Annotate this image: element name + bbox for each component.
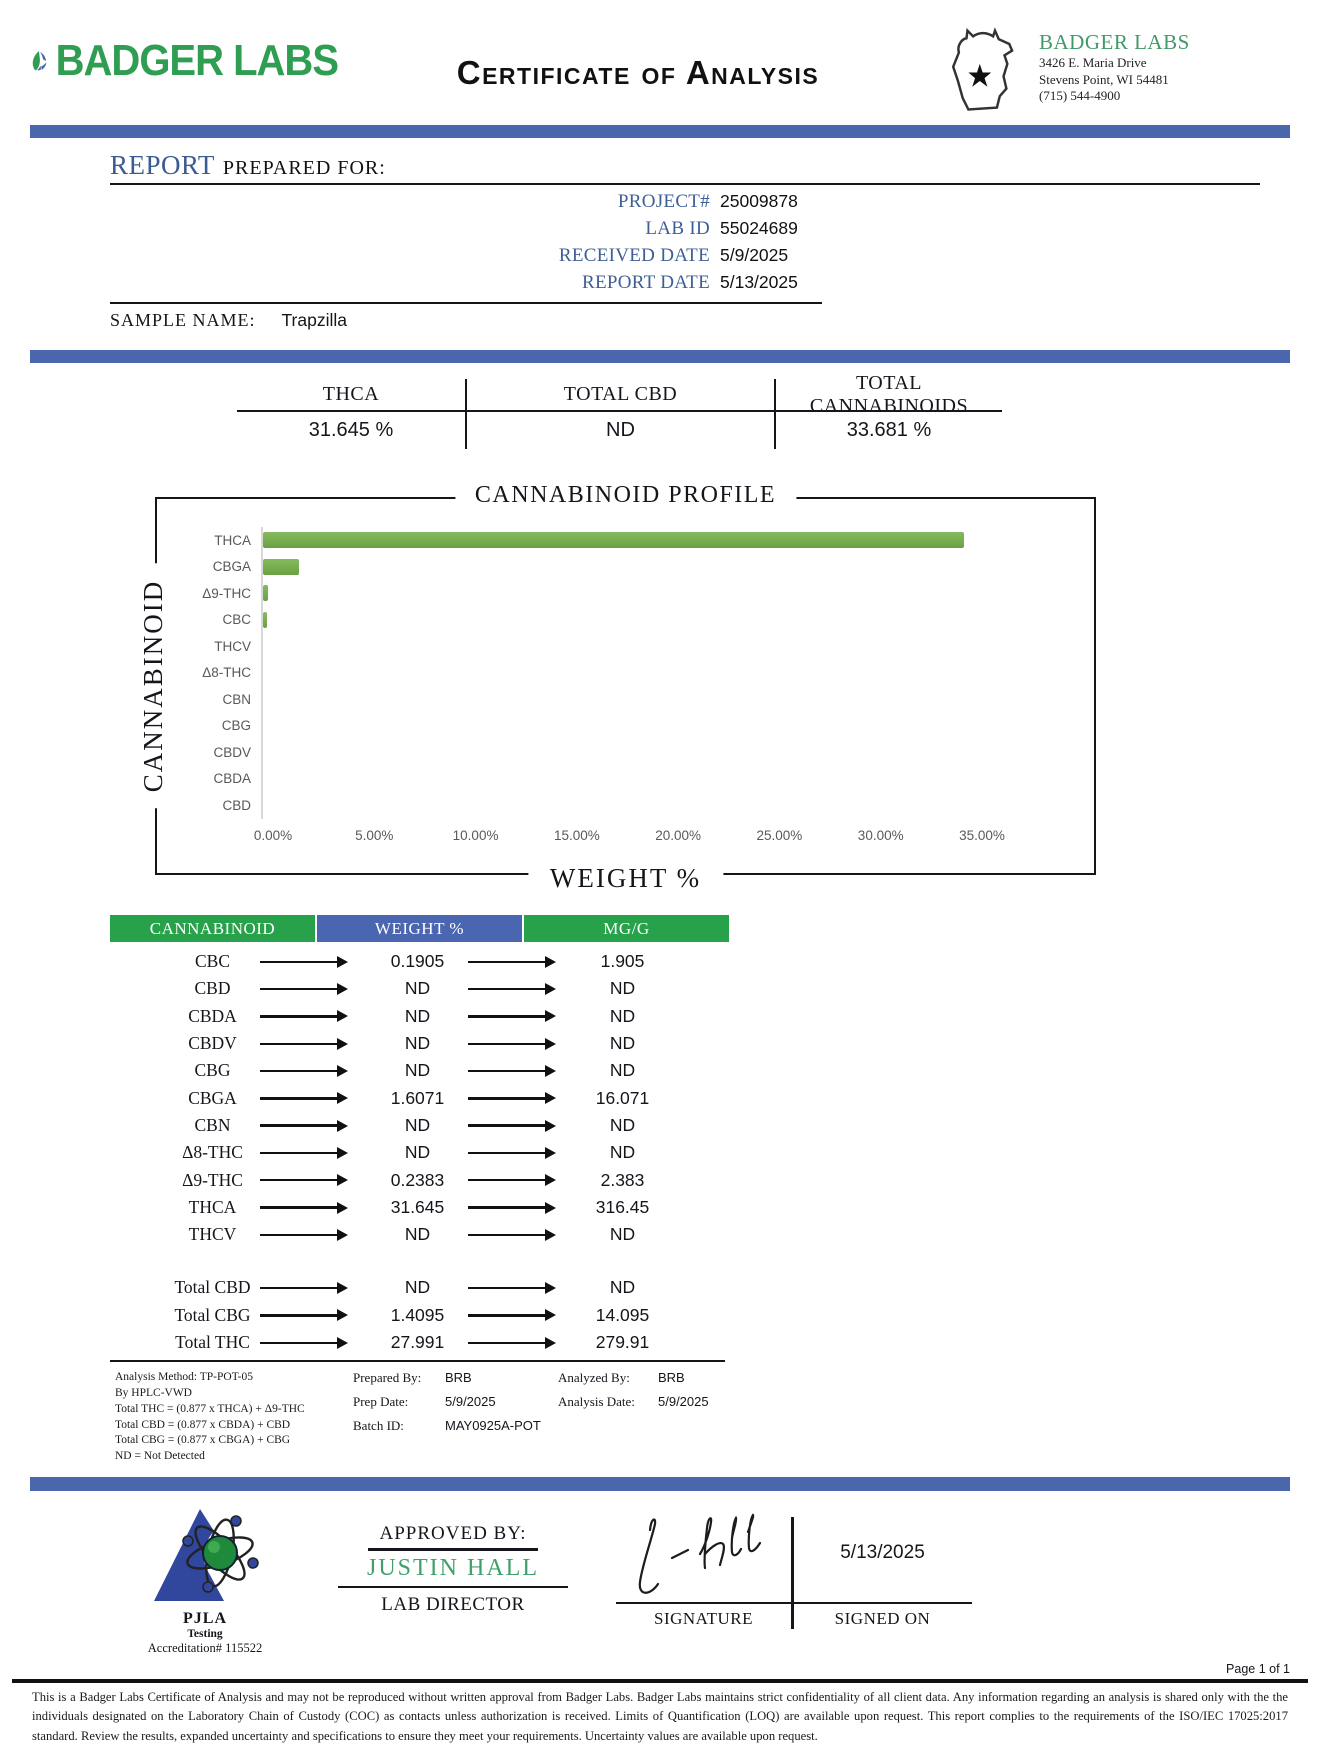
table-total-row	[110, 1302, 725, 1329]
arrow-icon	[260, 1152, 338, 1154]
header-cannabinoid: CANNABINOID	[110, 915, 315, 942]
document-title: Certificate of Analysis	[456, 54, 820, 91]
signature-block	[616, 1503, 972, 1629]
arrow-icon	[468, 1043, 546, 1045]
wisconsin-map-icon	[938, 24, 1033, 119]
lab-info-block	[938, 24, 1290, 119]
chart-bar-track	[261, 792, 1038, 819]
chart-x-tick: 0.00%	[253, 827, 293, 843]
sample-name-row	[110, 310, 1260, 336]
chart-title: CANNABINOID PROFILE	[455, 482, 796, 509]
arrow-icon	[260, 1206, 338, 1208]
signature-image	[624, 1510, 784, 1602]
weight-value: ND	[404, 1060, 431, 1081]
mgg-value: 279.91	[595, 1332, 650, 1352]
method-note-line: ND = Not Detected	[115, 1450, 205, 1463]
arrow-icon	[468, 1314, 546, 1316]
mgg-value: 2.383	[600, 1169, 645, 1190]
report-field-value: 25009878	[720, 191, 798, 211]
report-field-label: PROJECT#	[617, 191, 710, 212]
note-row	[558, 1370, 763, 1386]
table-row	[110, 1194, 725, 1221]
weight-value: ND	[404, 1277, 431, 1298]
mgg-value: 16.071	[595, 1087, 650, 1108]
chart-x-tick: 15.00%	[553, 827, 600, 843]
method-note-line: Total CBD = (0.877 x CBDA) + CBD	[115, 1418, 291, 1431]
chart-bar-track	[261, 766, 1038, 793]
prepared-for-text: PREPARED FOR:	[222, 157, 386, 179]
header-weight: WEIGHT %	[317, 915, 522, 942]
note-label: Prep Date:	[353, 1394, 409, 1410]
arrow-icon	[468, 1234, 546, 1236]
chart-row	[161, 527, 1038, 554]
arrow-icon	[260, 1043, 338, 1045]
weight-value: 0.2383	[390, 1169, 445, 1190]
report-fields	[110, 191, 1260, 299]
chart-category-label: Δ8-THC	[202, 665, 251, 681]
chart-bar	[263, 532, 964, 548]
chart-category-label: CBDV	[213, 744, 251, 760]
method-note-line: Analysis Method: TP-POT-05	[115, 1371, 254, 1384]
chart-bar	[263, 585, 268, 601]
report-field-row	[110, 191, 1260, 218]
badger-labs-logo	[30, 30, 338, 92]
analyte-name: Δ8-THC	[182, 1142, 243, 1163]
arrow-icon	[260, 1124, 338, 1126]
mgg-value: ND	[609, 978, 636, 999]
report-field-value: 5/9/2025	[720, 245, 789, 265]
report-word: REPORT	[110, 150, 215, 180]
arrow-icon	[260, 1314, 338, 1316]
method-note-line: Total CBG = (0.877 x CBGA) + CBG	[115, 1434, 291, 1447]
report-field-row	[110, 245, 1260, 272]
method-note-line: By HPLC-VWD	[115, 1386, 192, 1399]
note-value: MAY0925A-POT	[445, 1418, 541, 1434]
weight-value: ND	[404, 1224, 431, 1245]
chart-bar-track	[261, 739, 1038, 766]
chart-row	[161, 713, 1038, 740]
note-value: BRB	[658, 1370, 685, 1386]
analyte-name: THCV	[188, 1224, 237, 1245]
table-row	[110, 1084, 725, 1111]
arrow-icon	[468, 1287, 546, 1289]
mgg-value: ND	[609, 1005, 636, 1026]
table-row	[110, 1139, 725, 1166]
chart-bar	[263, 612, 267, 628]
method-notes	[115, 1370, 353, 1465]
arrow-icon	[468, 1097, 546, 1099]
method-note-line: Total THC = (0.877 x THCA) + Δ9-THC	[115, 1402, 305, 1415]
chart-row	[161, 660, 1038, 687]
table-row	[110, 975, 725, 1002]
table-row	[110, 1003, 725, 1030]
analyzed-notes	[558, 1370, 763, 1465]
note-label: Analyzed By:	[558, 1370, 630, 1386]
summary-value: 33.681 %	[846, 419, 932, 441]
chart-rows	[161, 527, 1038, 819]
summary-value: ND	[606, 419, 635, 441]
mgg-value: ND	[609, 1060, 636, 1081]
header	[30, 22, 1290, 119]
chart-bar-track	[261, 527, 1038, 554]
lab-phone: (715) 544-4900	[1039, 88, 1121, 103]
note-label: Batch ID:	[353, 1418, 404, 1434]
pjla-logo-icon	[140, 1501, 270, 1609]
page-number: Page 1 of 1	[1226, 1661, 1290, 1676]
chart-category-label: CBN	[222, 691, 251, 707]
table-row	[110, 1221, 725, 1248]
approver-title: LAB DIRECTOR	[381, 1593, 525, 1615]
table-row	[110, 1112, 725, 1139]
chart-row	[161, 686, 1038, 713]
signature-column	[616, 1503, 791, 1629]
report-field-label: LAB ID	[645, 218, 710, 239]
pjla-org: PJLA	[183, 1609, 227, 1627]
summary-table	[237, 371, 1002, 449]
mgg-value: ND	[609, 1277, 636, 1298]
analyte-name: CBG	[194, 1060, 231, 1081]
chart-x-axis-label: WEIGHT %	[528, 863, 723, 894]
arrow-icon	[468, 1152, 546, 1154]
report-section	[110, 150, 1260, 336]
table-row	[110, 948, 725, 975]
chart-bar-track	[261, 554, 1038, 581]
lab-address-line1: 3426 E. Maria Drive	[1039, 55, 1147, 70]
note-row	[353, 1394, 558, 1410]
note-row	[353, 1418, 558, 1434]
arrow-icon	[468, 961, 546, 963]
chart-category-label: CBDA	[213, 771, 251, 787]
analyte-name: CBC	[194, 951, 231, 972]
analyte-name: CBDV	[188, 1033, 237, 1054]
chart-x-tick: 20.00%	[655, 827, 702, 843]
chart-x-tick: 35.00%	[959, 827, 1005, 843]
approved-by-label: APPROVED BY:	[368, 1523, 539, 1551]
note-value: 5/9/2025	[658, 1394, 709, 1410]
approval-section	[110, 1501, 1290, 1656]
arrow-icon	[260, 1234, 338, 1236]
summary-header: THCA	[237, 379, 465, 412]
weight-value: 27.991	[390, 1332, 445, 1352]
weight-value: ND	[404, 978, 431, 999]
chart-bar	[263, 559, 299, 575]
chart-x-tick: 30.00%	[857, 827, 904, 843]
weight-value: ND	[404, 1142, 431, 1163]
mgg-value: 316.45	[595, 1196, 650, 1217]
chart-x-tick: 10.00%	[452, 827, 499, 843]
totals-rows	[110, 1274, 725, 1356]
report-field-label: REPORT DATE	[582, 272, 710, 293]
footer-divider	[12, 1679, 1308, 1683]
chart-row	[161, 633, 1038, 660]
weight-value: ND	[404, 1005, 431, 1026]
approver-name: JUSTIN HALL	[338, 1551, 568, 1588]
pjla-accreditation	[110, 1501, 300, 1656]
note-value: 5/9/2025	[445, 1394, 496, 1410]
mgg-value: ND	[609, 1114, 636, 1135]
summary-column	[237, 379, 465, 449]
chart-bar-track	[261, 686, 1038, 713]
cannabinoid-profile-chart	[138, 482, 1096, 893]
chart-category-label: CBGA	[212, 559, 251, 575]
brand-name: BADGER LABS	[55, 36, 338, 85]
weight-value: 1.4095	[390, 1304, 445, 1325]
arrow-icon	[260, 1015, 338, 1017]
summary-column	[774, 371, 1002, 449]
chart-category-label: THCV	[214, 638, 251, 654]
fields-underline	[110, 302, 822, 304]
weight-value: ND	[404, 1033, 431, 1054]
chart-category-label: CBG	[221, 718, 251, 734]
chart-row	[161, 554, 1038, 581]
arrow-icon	[468, 1070, 546, 1072]
report-field-value: 5/13/2025	[720, 272, 798, 292]
table-row	[110, 1057, 725, 1084]
analyte-name: CBN	[194, 1114, 231, 1135]
analyte-name: Total CBD	[174, 1277, 251, 1298]
analyte-name: CBD	[194, 978, 231, 999]
chart-bar-track	[261, 607, 1038, 634]
analysis-notes	[115, 1370, 1290, 1465]
note-label: Analysis Date:	[558, 1394, 635, 1410]
report-field-row	[110, 272, 1260, 299]
mgg-value: ND	[609, 1033, 636, 1054]
arrow-icon	[260, 988, 338, 990]
arrow-icon	[468, 1206, 546, 1208]
analyte-name: Δ9-THC	[182, 1169, 243, 1190]
chart-category-label: THCA	[214, 532, 251, 548]
note-row	[558, 1394, 763, 1410]
arrow-icon	[260, 1287, 338, 1289]
weight-value: 0.1905	[390, 951, 445, 972]
chart-row	[161, 792, 1038, 819]
signed-on-label: SIGNED ON	[834, 1608, 931, 1628]
table-total-row	[110, 1329, 725, 1356]
approved-by-block	[348, 1523, 558, 1616]
analyte-name: CBGA	[188, 1087, 237, 1108]
accreditation-number: Accreditation# 115522	[147, 1640, 263, 1655]
analyte-name: Total THC	[175, 1332, 250, 1352]
summary-header: TOTAL CBD	[467, 379, 774, 412]
mgg-value: ND	[609, 1142, 636, 1163]
signature-label: SIGNATURE	[654, 1608, 753, 1628]
sample-name-value: Trapzilla	[281, 310, 347, 330]
results-table	[110, 915, 725, 1362]
signed-on-column	[794, 1503, 972, 1629]
report-field-label: RECEIVED DATE	[558, 245, 710, 266]
lab-address	[1039, 30, 1190, 105]
note-row	[353, 1370, 558, 1386]
summary-value: 31.645 %	[308, 419, 394, 441]
chart-row	[161, 739, 1038, 766]
table-total-row	[110, 1274, 725, 1301]
arrow-icon	[260, 1179, 338, 1181]
sample-name-label: SAMPLE NAME:	[110, 310, 256, 330]
mgg-value: ND	[609, 1224, 636, 1245]
divider-bar-top	[30, 125, 1290, 138]
mgg-value: 14.095	[595, 1304, 650, 1325]
report-prepared-for-heading	[110, 150, 1260, 185]
weight-value: ND	[404, 1114, 431, 1135]
pjla-sub: Testing	[187, 1627, 223, 1640]
arrow-icon	[468, 1015, 546, 1017]
arrow-icon	[468, 1124, 546, 1126]
header-mgg: MG/G	[524, 915, 729, 942]
signed-date: 5/13/2025	[840, 1541, 925, 1563]
prepared-notes	[353, 1370, 558, 1465]
arrow-icon	[468, 1342, 546, 1344]
chart-x-tick: 25.00%	[756, 827, 803, 843]
chart-y-axis-label: CANNABINOID	[138, 564, 169, 809]
chart-x-tick: 5.00%	[355, 827, 394, 843]
chart-category-label: Δ9-THC	[202, 585, 251, 601]
chart-bar-track	[261, 633, 1038, 660]
table-row	[110, 1030, 725, 1057]
lab-name: BADGER LABS	[1039, 30, 1190, 54]
analyte-name: CBDA	[188, 1005, 237, 1026]
chart-row	[161, 766, 1038, 793]
results-rows	[110, 948, 725, 1248]
arrow-icon	[468, 1179, 546, 1181]
arrow-icon	[260, 961, 338, 963]
chart-row	[161, 607, 1038, 634]
chart-category-label: CBD	[222, 797, 251, 813]
leaf-logo-icon	[30, 30, 50, 92]
note-label: Prepared By:	[353, 1370, 422, 1386]
arrow-icon	[260, 1070, 338, 1072]
weight-value: 31.645	[390, 1196, 445, 1217]
arrow-icon	[468, 988, 546, 990]
weight-value: 1.6071	[390, 1087, 445, 1108]
arrow-icon	[260, 1342, 338, 1344]
results-table-header	[110, 915, 725, 942]
arrow-icon	[260, 1097, 338, 1099]
summary-column	[465, 379, 774, 449]
divider-bar-mid	[30, 350, 1290, 363]
chart-bar-track	[261, 660, 1038, 687]
chart-x-axis-ticks	[253, 819, 1005, 849]
mgg-value: 1.905	[600, 951, 645, 972]
table-gap	[110, 1248, 725, 1268]
analyte-name: Total CBG	[174, 1304, 251, 1325]
chart-row	[161, 580, 1038, 607]
analyte-name: THCA	[188, 1196, 237, 1217]
table-row	[110, 1166, 725, 1193]
chart-plot-area	[157, 499, 1094, 849]
summary-header: TOTAL CANNABINOIDS	[776, 379, 1002, 412]
chart-bar-track	[261, 713, 1038, 740]
divider-bar-bottom	[30, 1477, 1290, 1491]
report-field-row	[110, 218, 1260, 245]
note-value: BRB	[445, 1370, 472, 1386]
lab-address-line2: Stevens Point, WI 54481	[1039, 71, 1169, 87]
disclaimer-text: This is a Badger Labs Certificate of Analysis and may not be reproduced without written approval from Badger Labs. Badger Labs maintains strict confidentiality of all client data. Any information regarding an analysis is shared only with the the individuals designated on the Laboratory Chain of Custody (COC) as contacts unless authorization is received. Limits of Quantification (LOQ) are available upon request. This report complies to the requirements of the ISO/IEC 17025:2017 standard. Review the results, expanded uncertainty and specifications to ensure they meet your requirements. Uncertainty values are available upon request.	[32, 1689, 1288, 1743]
report-field-value: 55024689	[720, 218, 798, 238]
chart-category-label: CBC	[222, 612, 251, 628]
chart-bar-track	[261, 580, 1038, 607]
